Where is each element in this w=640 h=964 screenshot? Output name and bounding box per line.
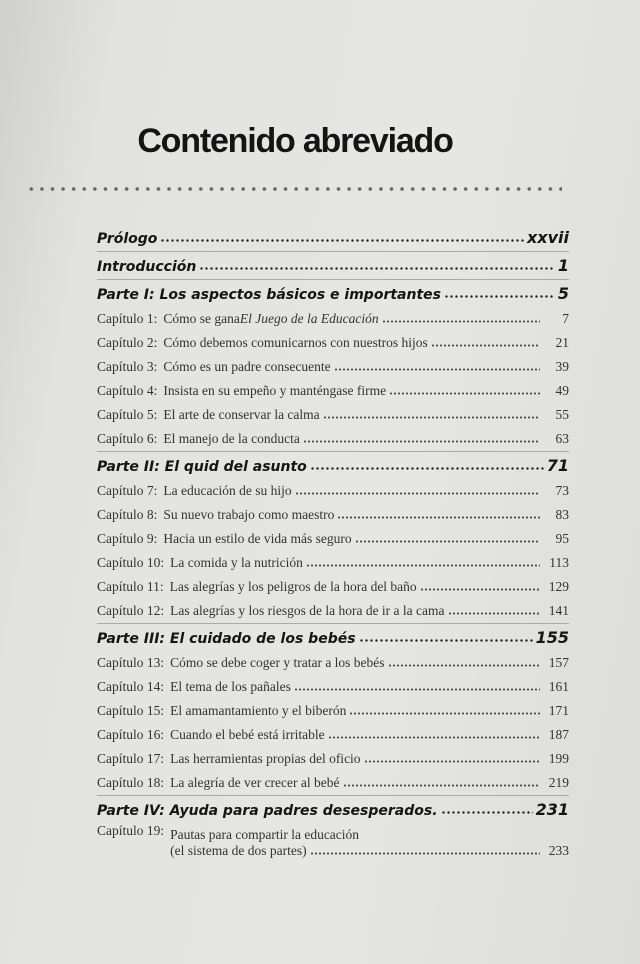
page-number: 233: [548, 843, 569, 858]
entry-title: El tema de los pañales: [170, 679, 291, 694]
toc-chapter-entry: [97, 771, 569, 796]
page-number: 219: [548, 775, 569, 790]
entry-title: La educación de su hijo: [163, 483, 292, 498]
page-number: 231: [535, 800, 569, 819]
toc-chapter-entry: [97, 331, 569, 355]
entry-title: Cómo es un padre consecuente: [163, 359, 331, 374]
chapter-number: Capítulo 3:: [97, 359, 158, 374]
toc-part-entry: [97, 224, 569, 252]
chapter-number: Capítulo 16:: [97, 727, 165, 742]
toc-part-entry: [97, 252, 569, 280]
entry-title: El arte de conservar la calma: [163, 407, 320, 422]
page-number: xxvii: [526, 228, 569, 247]
chapter-number: Capítulo 6:: [97, 431, 158, 446]
entry-title: La alegría de ver crecer al bebé: [170, 775, 340, 790]
chapter-number: Capítulo 8:: [97, 507, 158, 522]
toc-part-entry: [97, 280, 569, 307]
entry-title: Parte III: El cuidado de los bebés: [97, 631, 356, 647]
chapter-number: Capítulo 13:: [97, 655, 165, 670]
entry-title: Prólogo: [97, 231, 158, 247]
dot-leader: [355, 540, 540, 543]
page-number: 199: [548, 751, 569, 766]
chapter-number: Capítulo 19:: [97, 823, 165, 838]
page-number: 171: [548, 703, 569, 718]
dot-leader: [160, 239, 524, 242]
dot-leader: [303, 440, 540, 443]
page-number: 95: [555, 531, 569, 546]
toc-chapter-entry: [97, 651, 569, 675]
chapter-number: Capítulo 14:: [97, 679, 165, 694]
toc-chapter-entry: [97, 675, 569, 699]
table-of-contents: [97, 224, 569, 863]
page-number: 71: [546, 456, 569, 475]
dotted-divider: [26, 186, 562, 192]
entry-title: Parte II: El quid del asunto: [97, 459, 307, 475]
page-number: 5: [557, 284, 569, 303]
toc-chapter-entry: [97, 403, 569, 427]
chapter-number: Capítulo 9:: [97, 531, 158, 546]
toc-chapter-entry: [97, 503, 569, 527]
dot-leader: [343, 784, 540, 787]
dot-leader: [448, 612, 540, 615]
chapter-number: Capítulo 11:: [97, 579, 164, 594]
page-number: 7: [562, 311, 569, 326]
page-number: 55: [555, 407, 569, 422]
dot-leader: [389, 392, 540, 395]
entry-title: Introducción: [97, 259, 197, 275]
dot-leader: [328, 736, 540, 739]
entry-title: Parte IV: Ayuda para padres desesperados.: [97, 803, 438, 819]
dot-leader: [359, 639, 533, 642]
dot-leader: [420, 588, 540, 591]
page-number: 155: [535, 628, 569, 647]
toc-chapter-entry: [97, 599, 569, 624]
entry-title: Las alegrías y los riesgos de la hora de ir a la cama: [170, 603, 445, 618]
toc-part-entry: [97, 796, 569, 823]
chapter-number: Capítulo 5:: [97, 407, 158, 422]
toc-chapter-entry: [97, 823, 569, 863]
toc-chapter-entry: [97, 575, 569, 599]
entry-title: Pautas para compartir la educación: [170, 827, 360, 842]
toc-chapter-entry: [97, 723, 569, 747]
dot-leader: [199, 267, 554, 270]
dot-leader: [323, 416, 540, 419]
entry-title: La comida y la nutrición: [170, 555, 303, 570]
toc-chapter-entry: [97, 427, 569, 452]
page-number: 49: [555, 383, 569, 398]
toc-part-entry: [97, 624, 569, 651]
chapter-number: Capítulo 10:: [97, 555, 165, 570]
entry-title: Las alegrías y los peligros de la hora del baño: [169, 579, 417, 594]
entry-title: Insista en su empeño y manténgase firme: [163, 383, 387, 398]
entry-title: Cómo se debe coger y tratar a los bebés: [170, 655, 385, 670]
dot-leader: [444, 295, 555, 298]
chapter-number: Capítulo 17:: [97, 751, 165, 766]
page-number: 83: [555, 507, 569, 522]
page-number: 161: [548, 679, 569, 694]
dot-leader: [310, 852, 540, 855]
page-number: 141: [548, 603, 569, 618]
page-number: 21: [555, 335, 569, 350]
toc-chapter-entry: [97, 527, 569, 551]
entry-title: Hacia un estilo de vida más seguro: [163, 531, 352, 546]
entry-title: Parte I: Los aspectos básicos e importantes: [97, 287, 441, 303]
chapter-number: Capítulo 2:: [97, 335, 158, 350]
toc-chapter-entry: [97, 551, 569, 575]
entry-title-line2: [170, 843, 543, 859]
page-number: 129: [548, 579, 569, 594]
dot-leader: [294, 688, 540, 691]
entry-title: Las herramientas propias del oficio: [170, 751, 361, 766]
entry-title: Su nuevo trabajo como maestro: [163, 507, 335, 522]
entry-title: El manejo de la conducta: [163, 431, 300, 446]
page-number: 73: [555, 483, 569, 498]
toc-chapter-entry: [97, 355, 569, 379]
entry-title: El amamantamiento y el biberón: [170, 703, 347, 718]
toc-chapter-entry: [97, 479, 569, 503]
entry-title: Cómo se gana: [163, 311, 240, 326]
page-number: 187: [548, 727, 569, 742]
dot-leader: [441, 811, 533, 814]
entry-title-block: [170, 827, 543, 859]
dot-leader: [295, 492, 540, 495]
chapter-number: Capítulo 15:: [97, 703, 165, 718]
chapter-number: Capítulo 7:: [97, 483, 158, 498]
entry-title-italic: El Juego de la Educación: [239, 311, 379, 326]
page-number: 113: [549, 555, 569, 570]
dot-leader: [310, 467, 544, 470]
toc-chapter-entry: [97, 699, 569, 723]
dot-leader: [334, 368, 540, 371]
dot-leader: [364, 760, 540, 763]
toc-part-entry: [97, 452, 569, 479]
entry-title: Cómo debemos comunicarnos con nuestros hijos: [163, 335, 428, 350]
chapter-number: Capítulo 12:: [97, 603, 165, 618]
toc-chapter-entry: [97, 379, 569, 403]
toc-chapter-entry: [97, 307, 569, 331]
dot-leader: [388, 664, 540, 667]
entry-title: Cuando el bebé está irritable: [170, 727, 325, 742]
page-number: 63: [555, 431, 569, 446]
chapter-number: Capítulo 18:: [97, 775, 165, 790]
dot-leader: [382, 320, 540, 323]
chapter-number: Capítulo 1:: [97, 311, 158, 326]
page-number: 39: [555, 359, 569, 374]
chapter-number: Capítulo 4:: [97, 383, 158, 398]
toc-chapter-entry: [97, 747, 569, 771]
dot-leader: [431, 344, 540, 347]
dot-leader: [337, 516, 540, 519]
page-number: 1: [557, 256, 569, 275]
dot-leader: [349, 712, 540, 715]
dot-leader: [306, 564, 540, 567]
page-number: 157: [548, 655, 569, 670]
entry-title-continued: (el sistema de dos partes): [170, 843, 307, 858]
page-title: Contenido abreviado: [137, 122, 453, 160]
